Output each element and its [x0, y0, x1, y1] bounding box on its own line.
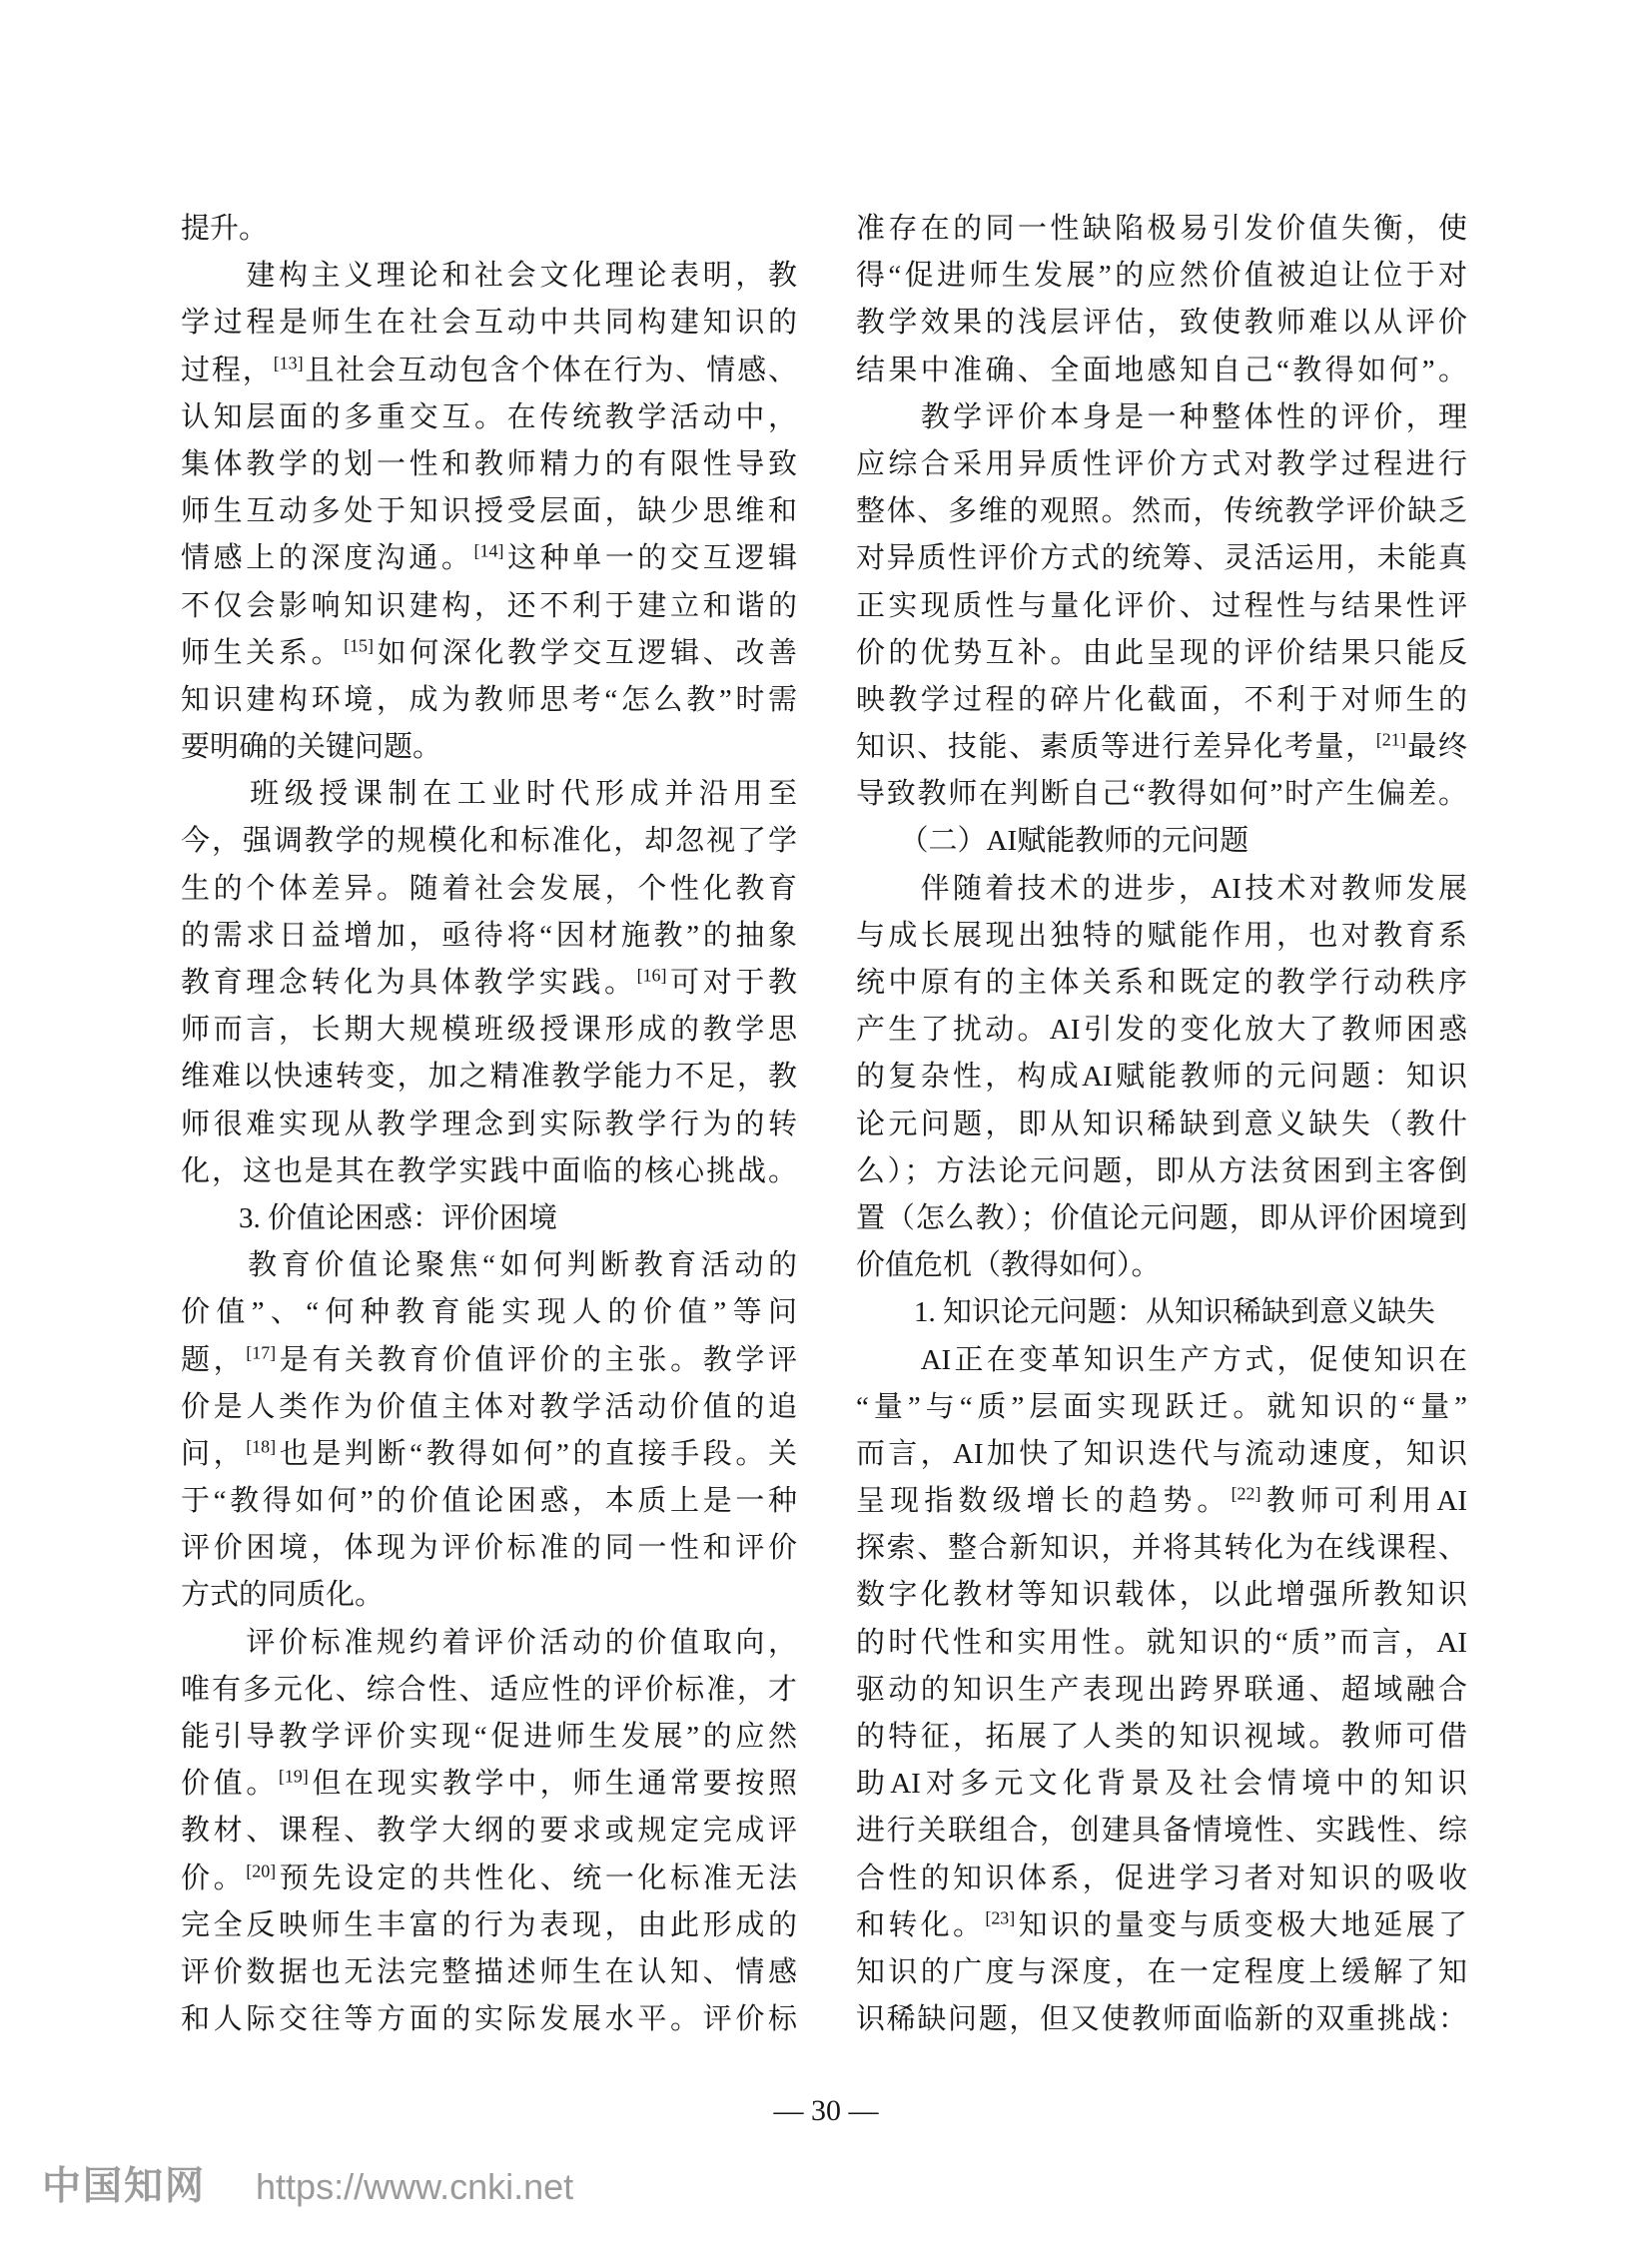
text-line: 建构主义理论和社会文化理论表明，教 — [181, 260, 797, 293]
text-line: 知识建构环境，成为教师思考“怎么教”时需 — [181, 683, 797, 716]
text-line: 整体、多维的观照。然而，传统教学评价缺乏 — [856, 495, 1467, 528]
text-line: 完全反映师生丰富的行为表现，由此形成的 — [181, 1908, 797, 1941]
text-line: 师生互动多处于知识授受层面，缺少思维和 — [181, 495, 797, 528]
text-line: 提升。 — [181, 213, 269, 245]
text-line: 产生了扰动。AI引发的变化放大了教师困惑 — [856, 1014, 1467, 1047]
text-line: 与成长展现出独特的赋能作用，也对教育系 — [856, 919, 1467, 952]
text-line: 问，[18]也是判断“教得如何”的直接手段。关 — [181, 1436, 797, 1470]
text-line: 对异质性评价方式的统筹、灵活运用，未能真 — [856, 542, 1467, 575]
text-line: 映教学过程的碎片化截面，不利于对师生的 — [856, 683, 1467, 716]
text-line: 的特征，拓展了人类的知识视域。教师可借 — [856, 1721, 1467, 1753]
reference-marker: [15] — [344, 635, 375, 656]
text-line: 化，这也是其在教学实践中面临的核心挑战。 — [181, 1154, 797, 1187]
text-line: 呈现指数级增长的趋势。[22]教师可利用AI — [856, 1483, 1467, 1518]
text-line: 评价困境，体现为评价标准的同一性和评价 — [181, 1532, 797, 1565]
text-line: 维难以快速转变，加之精准教学能力不足，教 — [181, 1061, 797, 1094]
text-line: 准存在的同一性缺陷极易引发价值失衡，使 — [856, 213, 1467, 245]
reference-marker: [17] — [246, 1341, 277, 1362]
page-number: — 30 — — [773, 2094, 879, 2127]
text-line: 价是人类作为价值主体对教学活动价值的追 — [181, 1390, 797, 1423]
text-line: 而言，AI加快了知识迭代与流动速度，知识 — [856, 1437, 1467, 1470]
reference-marker: [19] — [278, 1766, 309, 1787]
text-line: 评价标准规约着评价活动的价值取向， — [181, 1626, 797, 1659]
text-line: 驱动的知识生产表现出跨界联通、超域融合 — [856, 1673, 1467, 1706]
reference-marker: [13] — [273, 352, 304, 373]
text-line: 今，强调教学的规模化和标准化，却忽视了学 — [181, 825, 797, 858]
text-line: 要明确的关键问题。 — [181, 731, 442, 764]
reference-marker: [16] — [636, 965, 667, 986]
watermark — [42, 2155, 573, 2211]
text-line: 师很难实现从教学理念到实际教学行为的转 — [181, 1108, 797, 1140]
text-line: 唯有多元化、综合性、适应性的评价标准，才 — [181, 1673, 797, 1706]
text-line: 识稀缺问题，但又使教师面临新的双重挑战： — [856, 2003, 1467, 2036]
text-line: 的需求日益增加，亟待将“因材施教”的抽象 — [181, 919, 797, 952]
text-line: 合性的知识体系，促进学习者对知识的吸收 — [856, 1862, 1467, 1894]
text-line: 师而言，长期大规模班级授课形成的教学思 — [181, 1014, 797, 1047]
text-line: 题，[17]是有关教育价值评价的主张。教学评 — [181, 1341, 797, 1376]
text-line: 教材、课程、教学大纲的要求或规定完成评 — [181, 1815, 797, 1848]
text-line: 正实现质性与量化评价、过程性与结果性评 — [856, 589, 1467, 622]
text-line: 么）；方法论元问题，即从方法贫困到主客倒 — [856, 1154, 1467, 1187]
text-line: 和转化。[23]知识的量变与质变极大地延展了 — [856, 1907, 1467, 1941]
text-line: 结果中准确、全面地感知自己“教得如何”。 — [856, 354, 1467, 386]
text-line: “量”与“质”层面实现跃迁。就知识的“量” — [856, 1390, 1467, 1423]
text-line: 置（怎么教）；价值论元问题，即从评价困境到 — [856, 1201, 1467, 1234]
reference-marker: [20] — [246, 1860, 277, 1880]
text-line: 过程，[13]且社会互动包含个体在行为、情感、 — [181, 352, 797, 386]
text-line: 能引导教学评价实现“促进师生发展”的应然 — [181, 1721, 797, 1753]
text-line: 助AI对多元文化背景及社会情境中的知识 — [856, 1768, 1467, 1801]
text-line: 教育价值论聚焦“如何判断教育活动的 — [181, 1249, 797, 1282]
text-line: 1. 知识论元问题：从知识稀缺到意义缺失 — [856, 1296, 1436, 1329]
text-line: 论元问题，即从知识稀缺到意义缺失（教什 — [856, 1108, 1467, 1140]
text-line: 价的优势互补。由此呈现的评价结果只能反 — [856, 636, 1467, 669]
text-line: 探索、整合新知识，并将其转化为在线课程、 — [856, 1532, 1467, 1565]
text-line: 学过程是师生在社会互动中共同构建知识的 — [181, 307, 797, 340]
text-line: （二）AI赋能教师的元问题 — [856, 825, 1249, 858]
text-line: 生的个体差异。随着社会发展，个性化教育 — [181, 872, 797, 905]
reference-marker: [21] — [1375, 729, 1406, 750]
text-line: 应综合采用异质性评价方式对教学过程进行 — [856, 447, 1467, 480]
text-line: 进行关联组合，创建具备情境性、实践性、综 — [856, 1815, 1467, 1848]
text-line: 不仅会影响知识建构，还不利于建立和谐的 — [181, 589, 797, 622]
text-line: 教学评价本身是一种整体性的评价，理 — [856, 400, 1467, 433]
text-line: 师生关系。[15]如何深化教学交互逻辑、改善 — [181, 635, 797, 669]
text-line: AI正在变革知识生产方式，促使知识在 — [856, 1343, 1467, 1376]
text-column-left — [181, 206, 797, 2043]
text-line: 知识、技能、素质等进行差异化考量，[21]最终 — [856, 729, 1467, 764]
text-line: 数字化教材等知识载体，以此增强所教知识 — [856, 1579, 1467, 1612]
text-line: 评价数据也无法完整描述师生在认知、情感 — [181, 1955, 797, 1988]
text-line: 价。[20]预先设定的共性化、统一化标准无法 — [181, 1860, 797, 1894]
text-line: 的时代性和实用性。就知识的“质”而言，AI — [856, 1626, 1467, 1659]
text-line: 情感上的深度沟通。[14]这种单一的交互逻辑 — [181, 540, 797, 575]
text-line: 于“教得如何”的价值论困惑，本质上是一种 — [181, 1485, 797, 1518]
reference-marker: [22] — [1231, 1483, 1261, 1504]
text-line: 价值危机（教得如何）。 — [856, 1249, 1161, 1282]
text-line: 的复杂性，构成AI赋能教师的元问题：知识 — [856, 1061, 1467, 1094]
text-line: 班级授课制在工业时代形成并沿用至 — [181, 778, 797, 811]
text-line: 方式的同质化。 — [181, 1579, 385, 1612]
text-line: 和人际交往等方面的实际发展水平。评价标 — [181, 2003, 797, 2036]
cnki-brand-text: 中国知网 — [42, 2165, 207, 2208]
text-line: 价值。[19]但在现实教学中，师生通常要按照 — [181, 1766, 797, 1801]
text-line: 伴随着技术的进步，AI技术对教师发展 — [856, 872, 1467, 905]
text-line: 3. 价值论困惑：评价困境 — [181, 1201, 558, 1234]
text-line: 得“促进师生发展”的应然价值被迫让位于对 — [856, 260, 1467, 293]
text-line: 知识的广度与深度，在一定程度上缓解了知 — [856, 1955, 1467, 1988]
text-line: 导致教师在判断自己“教得如何”时产生偏差。 — [856, 778, 1467, 811]
text-line: 集体教学的划一性和教师精力的有限性导致 — [181, 447, 797, 480]
text-line: 统中原有的主体关系和既定的教学行动秩序 — [856, 967, 1467, 999]
text-line: 价值”、“何种教育能实现人的价值”等问 — [181, 1296, 797, 1329]
reference-marker: [14] — [473, 540, 504, 561]
text-line: 教学效果的浅层评估，致使教师难以从评价 — [856, 307, 1467, 340]
text-line: 教育理念转化为具体教学实践。[16]可对于教 — [181, 965, 797, 999]
text-line: 认知层面的多重交互。在传统教学活动中， — [181, 400, 797, 433]
reference-marker: [18] — [246, 1436, 277, 1457]
cnki-url-text: https://www.cnki.net — [256, 2166, 574, 2207]
reference-marker: [23] — [985, 1907, 1016, 1928]
text-column-right — [856, 206, 1467, 2043]
